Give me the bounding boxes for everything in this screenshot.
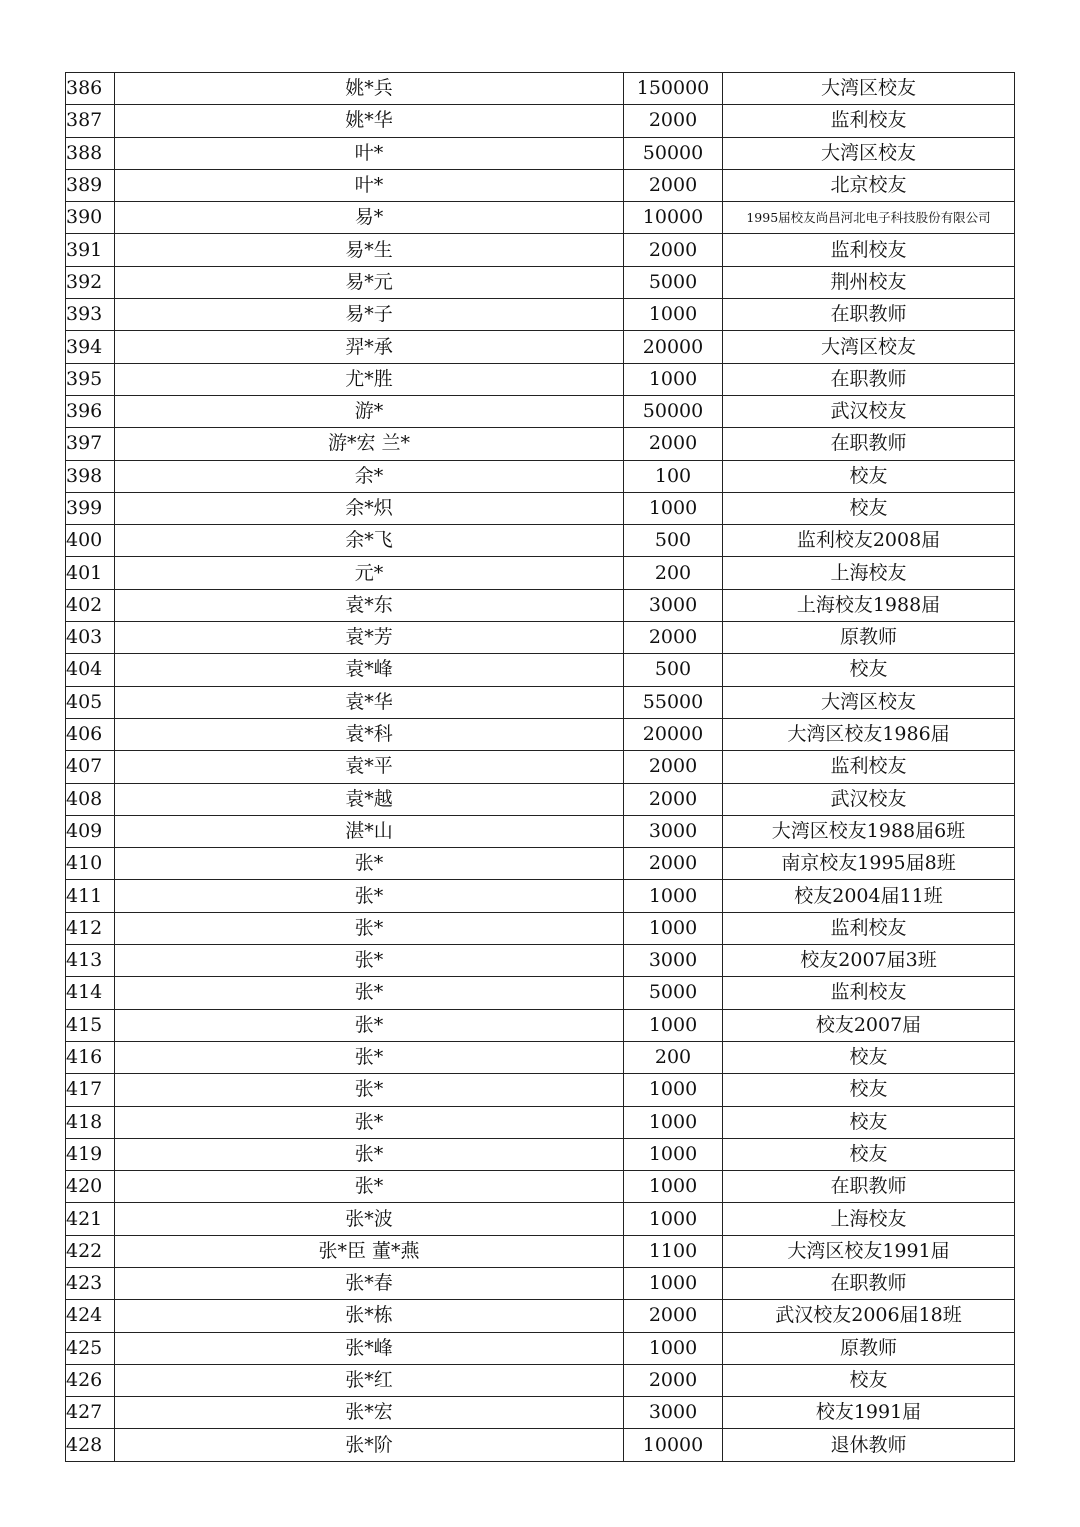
- donor-note: 校友: [723, 492, 1015, 524]
- donor-name: 张*: [115, 1138, 624, 1170]
- donor-name: 张*: [115, 1106, 624, 1138]
- donor-name: 张*: [115, 880, 624, 912]
- donor-name: 张*宏: [115, 1397, 624, 1429]
- donor-name: 易*生: [115, 234, 624, 266]
- donor-name: 张*臣 董*燕: [115, 1235, 624, 1267]
- donation-amount: 1000: [624, 363, 723, 395]
- table-row: [66, 848, 1015, 880]
- donation-amount: 3000: [624, 1397, 723, 1429]
- donation-amount: 1000: [624, 880, 723, 912]
- donor-name: 袁*芳: [115, 622, 624, 654]
- donation-amount: 2000: [624, 428, 723, 460]
- row-number: 386: [66, 73, 115, 105]
- donor-name: 袁*华: [115, 686, 624, 718]
- donation-amount: 2000: [624, 622, 723, 654]
- table-row: [66, 73, 1015, 105]
- donor-note: 监利校友: [723, 977, 1015, 1009]
- row-number: 403: [66, 622, 115, 654]
- table-row: [66, 1009, 1015, 1041]
- donor-name: 张*: [115, 1074, 624, 1106]
- table-row: [66, 1203, 1015, 1235]
- donation-amount: 1100: [624, 1235, 723, 1267]
- donor-note: 退休教师: [723, 1429, 1015, 1461]
- donation-amount: 1000: [624, 492, 723, 524]
- donation-amount: 2000: [624, 169, 723, 201]
- row-number: 419: [66, 1138, 115, 1170]
- table-row: [66, 1041, 1015, 1073]
- donor-name: 余*飞: [115, 525, 624, 557]
- donor-note: 上海校友: [723, 1203, 1015, 1235]
- row-number: 405: [66, 686, 115, 718]
- donor-note: 武汉校友2006届18班: [723, 1300, 1015, 1332]
- donor-note: 监利校友: [723, 912, 1015, 944]
- donor-name: 余*炽: [115, 492, 624, 524]
- donor-name: 张*: [115, 1171, 624, 1203]
- donation-amount: 150000: [624, 73, 723, 105]
- donor-note: 上海校友1988届: [723, 589, 1015, 621]
- table-row: [66, 1267, 1015, 1299]
- donor-name: 张*: [115, 977, 624, 1009]
- donor-note: 在职教师: [723, 428, 1015, 460]
- row-number: 422: [66, 1235, 115, 1267]
- table-row: [66, 525, 1015, 557]
- table-row: [66, 654, 1015, 686]
- donor-note: 原教师: [723, 1332, 1015, 1364]
- donor-note: 校友: [723, 1106, 1015, 1138]
- donation-amount: 2000: [624, 105, 723, 137]
- donor-note: 荆州校友: [723, 266, 1015, 298]
- donation-amount: 50000: [624, 395, 723, 427]
- table-row: [66, 945, 1015, 977]
- donor-note: 大湾区校友: [723, 331, 1015, 363]
- donation-amount: 10000: [624, 202, 723, 234]
- row-number: 401: [66, 557, 115, 589]
- donation-amount: 2000: [624, 1364, 723, 1396]
- donor-name: 袁*平: [115, 751, 624, 783]
- donor-name: 张*: [115, 945, 624, 977]
- table-row: [66, 912, 1015, 944]
- donation-amount: 55000: [624, 686, 723, 718]
- row-number: 423: [66, 1267, 115, 1299]
- row-number: 387: [66, 105, 115, 137]
- donation-amount: 1000: [624, 1074, 723, 1106]
- table-row: [66, 395, 1015, 427]
- table-row: [66, 1235, 1015, 1267]
- donation-amount: 3000: [624, 815, 723, 847]
- table-row: [66, 751, 1015, 783]
- donation-amount: 20000: [624, 718, 723, 750]
- donor-name: 易*: [115, 202, 624, 234]
- donation-amount: 200: [624, 1041, 723, 1073]
- row-number: 406: [66, 718, 115, 750]
- donation-amount: 3000: [624, 945, 723, 977]
- row-number: 420: [66, 1171, 115, 1203]
- row-number: 392: [66, 266, 115, 298]
- donation-amount: 1000: [624, 1138, 723, 1170]
- donation-amount: 2000: [624, 234, 723, 266]
- row-number: 409: [66, 815, 115, 847]
- donor-name: 张*栋: [115, 1300, 624, 1332]
- donation-amount: 2000: [624, 751, 723, 783]
- donor-note: 原教师: [723, 622, 1015, 654]
- table-row: [66, 137, 1015, 169]
- donor-note: 校友: [723, 654, 1015, 686]
- donor-note: 监利校友: [723, 751, 1015, 783]
- donor-note: 北京校友: [723, 169, 1015, 201]
- donor-table: [65, 72, 1015, 1462]
- row-number: 397: [66, 428, 115, 460]
- table-row: [66, 105, 1015, 137]
- table-row: [66, 266, 1015, 298]
- row-number: 399: [66, 492, 115, 524]
- donation-amount: 20000: [624, 331, 723, 363]
- table-row: [66, 1171, 1015, 1203]
- row-number: 427: [66, 1397, 115, 1429]
- table-row: [66, 169, 1015, 201]
- table-row: [66, 815, 1015, 847]
- donation-amount: 50000: [624, 137, 723, 169]
- table-row: [66, 234, 1015, 266]
- donor-note: 在职教师: [723, 299, 1015, 331]
- donor-note: 在职教师: [723, 363, 1015, 395]
- donor-name: 姚*兵: [115, 73, 624, 105]
- donor-table-body: [66, 73, 1015, 1462]
- table-row: [66, 622, 1015, 654]
- donor-name: 袁*科: [115, 718, 624, 750]
- donor-note: 武汉校友: [723, 395, 1015, 427]
- donor-note: 校友: [723, 460, 1015, 492]
- donation-amount: 1000: [624, 1009, 723, 1041]
- donor-name: 张*: [115, 1009, 624, 1041]
- donor-note: 校友: [723, 1364, 1015, 1396]
- donor-note: 在职教师: [723, 1267, 1015, 1299]
- donor-list-page: [65, 72, 1014, 1462]
- donation-amount: 2000: [624, 783, 723, 815]
- donation-amount: 500: [624, 654, 723, 686]
- table-row: [66, 1138, 1015, 1170]
- row-number: 389: [66, 169, 115, 201]
- donor-name: 张*峰: [115, 1332, 624, 1364]
- donor-name: 张*: [115, 912, 624, 944]
- row-number: 412: [66, 912, 115, 944]
- donor-name: 张*波: [115, 1203, 624, 1235]
- row-number: 418: [66, 1106, 115, 1138]
- donation-amount: 500: [624, 525, 723, 557]
- donor-name: 元*: [115, 557, 624, 589]
- donor-name: 袁*峰: [115, 654, 624, 686]
- table-row: [66, 202, 1015, 234]
- row-number: 421: [66, 1203, 115, 1235]
- donor-name: 叶*: [115, 169, 624, 201]
- table-row: [66, 331, 1015, 363]
- donation-amount: 5000: [624, 977, 723, 1009]
- donor-name: 游*宏 兰*: [115, 428, 624, 460]
- table-row: [66, 1074, 1015, 1106]
- donation-amount: 3000: [624, 589, 723, 621]
- table-row: [66, 428, 1015, 460]
- donor-name: 游*: [115, 395, 624, 427]
- donor-note: 大湾区校友1991届: [723, 1235, 1015, 1267]
- donor-name: 袁*越: [115, 783, 624, 815]
- donation-amount: 1000: [624, 1171, 723, 1203]
- donor-name: 张*阶: [115, 1429, 624, 1461]
- donor-name: 张*: [115, 1041, 624, 1073]
- donor-note: 大湾区校友: [723, 686, 1015, 718]
- table-row: [66, 783, 1015, 815]
- row-number: 407: [66, 751, 115, 783]
- row-number: 404: [66, 654, 115, 686]
- table-row: [66, 363, 1015, 395]
- table-row: [66, 1429, 1015, 1461]
- table-row: [66, 1106, 1015, 1138]
- row-number: 388: [66, 137, 115, 169]
- row-number: 416: [66, 1041, 115, 1073]
- donor-name: 余*: [115, 460, 624, 492]
- row-number: 391: [66, 234, 115, 266]
- row-number: 426: [66, 1364, 115, 1396]
- donor-note: 上海校友: [723, 557, 1015, 589]
- row-number: 395: [66, 363, 115, 395]
- table-row: [66, 1332, 1015, 1364]
- row-number: 396: [66, 395, 115, 427]
- table-row: [66, 1300, 1015, 1332]
- donor-name: 姚*华: [115, 105, 624, 137]
- table-row: [66, 557, 1015, 589]
- donor-note: 监利校友: [723, 105, 1015, 137]
- table-row: [66, 718, 1015, 750]
- row-number: 428: [66, 1429, 115, 1461]
- table-row: [66, 1364, 1015, 1396]
- row-number: 393: [66, 299, 115, 331]
- row-number: 398: [66, 460, 115, 492]
- row-number: 410: [66, 848, 115, 880]
- donor-name: 叶*: [115, 137, 624, 169]
- donor-note: 校友: [723, 1041, 1015, 1073]
- donor-name: 袁*东: [115, 589, 624, 621]
- row-number: 411: [66, 880, 115, 912]
- row-number: 417: [66, 1074, 115, 1106]
- table-row: [66, 492, 1015, 524]
- row-number: 414: [66, 977, 115, 1009]
- donor-note: 校友2007届3班: [723, 945, 1015, 977]
- donor-name: 易*子: [115, 299, 624, 331]
- table-row: [66, 299, 1015, 331]
- donation-amount: 1000: [624, 1267, 723, 1299]
- donor-name: 尤*胜: [115, 363, 624, 395]
- donation-amount: 1000: [624, 299, 723, 331]
- row-number: 402: [66, 589, 115, 621]
- donation-amount: 2000: [624, 848, 723, 880]
- donor-note: 大湾区校友: [723, 73, 1015, 105]
- row-number: 400: [66, 525, 115, 557]
- row-number: 424: [66, 1300, 115, 1332]
- donor-note: 校友: [723, 1074, 1015, 1106]
- donor-note: 监利校友2008届: [723, 525, 1015, 557]
- donor-name: 湛*山: [115, 815, 624, 847]
- donation-amount: 10000: [624, 1429, 723, 1461]
- donation-amount: 200: [624, 557, 723, 589]
- donor-note: 在职教师: [723, 1171, 1015, 1203]
- donation-amount: 2000: [624, 1300, 723, 1332]
- donor-name: 易*元: [115, 266, 624, 298]
- row-number: 413: [66, 945, 115, 977]
- donor-note: 武汉校友: [723, 783, 1015, 815]
- donor-note: 大湾区校友1988届6班: [723, 815, 1015, 847]
- row-number: 408: [66, 783, 115, 815]
- table-row: [66, 686, 1015, 718]
- donor-name: 羿*承: [115, 331, 624, 363]
- donation-amount: 1000: [624, 1332, 723, 1364]
- donor-name: 张*: [115, 848, 624, 880]
- donor-name: 张*春: [115, 1267, 624, 1299]
- row-number: 415: [66, 1009, 115, 1041]
- donation-amount: 5000: [624, 266, 723, 298]
- row-number: 425: [66, 1332, 115, 1364]
- donation-amount: 1000: [624, 912, 723, 944]
- table-row: [66, 1397, 1015, 1429]
- donation-amount: 1000: [624, 1106, 723, 1138]
- table-row: [66, 589, 1015, 621]
- donor-note: 校友1991届: [723, 1397, 1015, 1429]
- donor-name: 张*红: [115, 1364, 624, 1396]
- donor-note: 大湾区校友1986届: [723, 718, 1015, 750]
- donor-note: 校友: [723, 1138, 1015, 1170]
- donor-note: 校友2007届: [723, 1009, 1015, 1041]
- table-row: [66, 977, 1015, 1009]
- donor-note: 监利校友: [723, 234, 1015, 266]
- table-row: [66, 460, 1015, 492]
- donation-amount: 100: [624, 460, 723, 492]
- row-number: 390: [66, 202, 115, 234]
- donor-note: 南京校友1995届8班: [723, 848, 1015, 880]
- donor-note: 校友2004届11班: [723, 880, 1015, 912]
- donation-amount: 1000: [624, 1203, 723, 1235]
- row-number: 394: [66, 331, 115, 363]
- donor-note: 大湾区校友: [723, 137, 1015, 169]
- donor-note: 1995届校友尚昌河北电子科技股份有限公司: [723, 202, 1015, 234]
- table-row: [66, 880, 1015, 912]
